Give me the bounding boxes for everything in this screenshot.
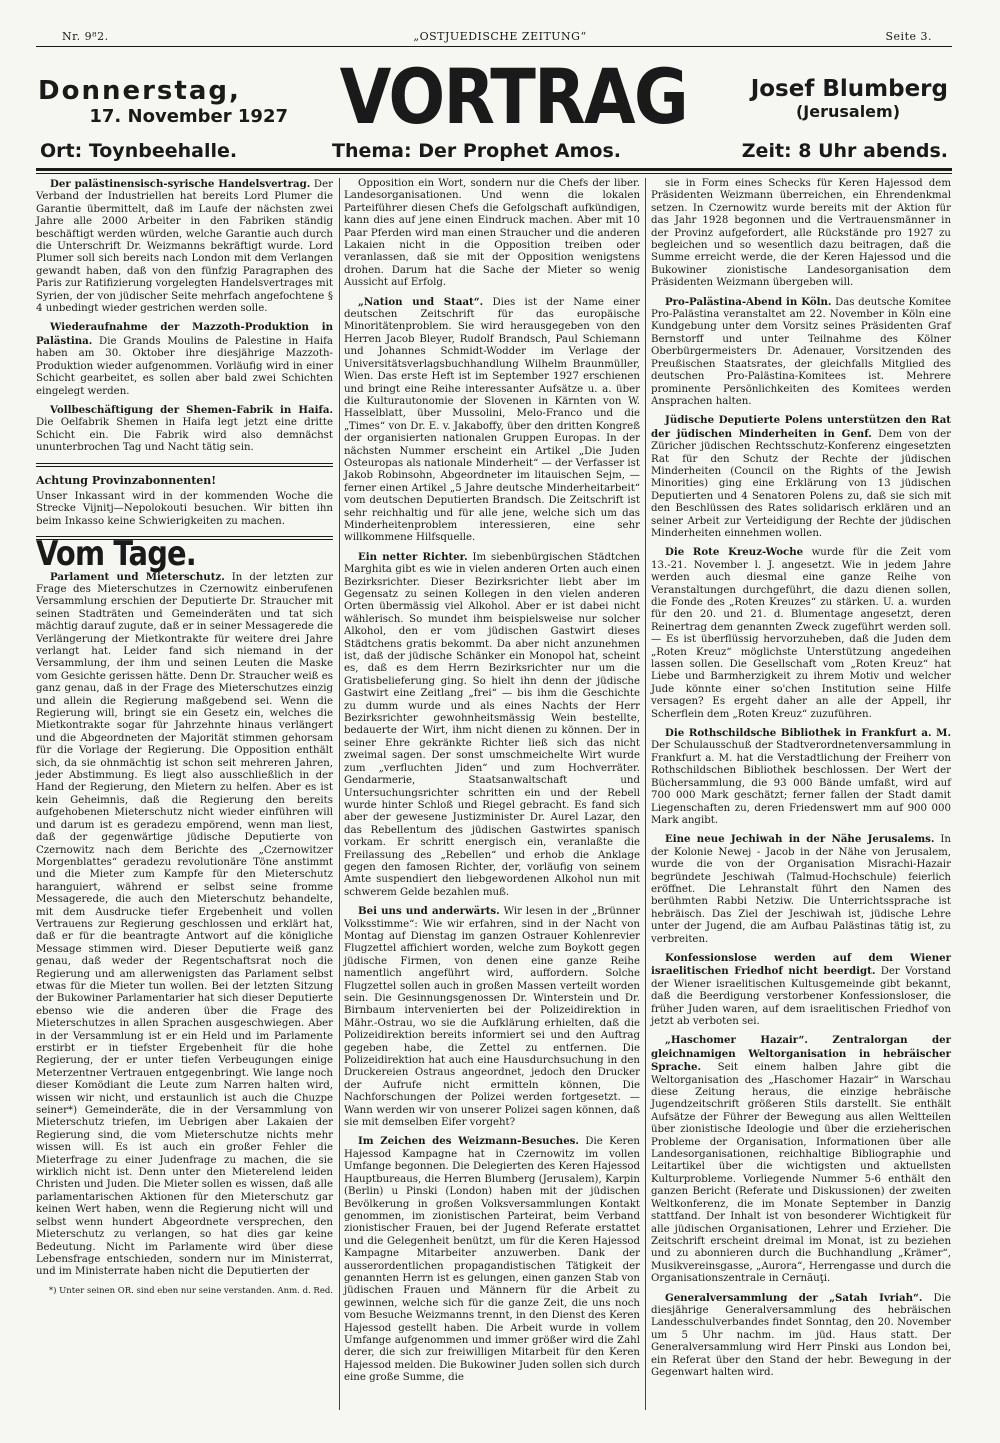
headline: Die Rote Kreuz-Woche	[665, 546, 804, 559]
headline: Ein netter Richter.	[358, 550, 468, 563]
ad-topic: Thema: Der Prophet Amos.	[332, 140, 621, 162]
page-number: Seite 3.	[885, 30, 932, 43]
notice-title: Achtung Provinzabonnenten!	[36, 473, 217, 487]
article-mieterschutz	[36, 571, 333, 1279]
headline: Pro-Palästina-Abend in Köln.	[665, 295, 832, 308]
article-body: Der Schulausschuß der Stadtverordnetenversammlung in Frankfurt a. M. hat die Verstadtlichung der Freiherr von Rothschildschen Bibliothek beschlossen. Der Wert der Büchersammlung, die 93 000 Bände umfaßt, wird auf 700 000 Mark geschätzt; ferner fallen der Stadt damit Liegenschaften zu, deren Friedenswert mm auf 900 000 Mark angibt.	[651, 740, 951, 826]
article-body: Der Verband der Industriellen hat bereits Lord Plumer die Garantie übermittelt, daß im Laufe der nächsten zwei Jahre alle 2000 Arbeiter in den Fabriken ständig beschäftigt werden würden, welche Garantie auch durch die Unterschrift Dr. Weizmanns bekräftigt wurde. Lord Plumer soll sich bereits nach London mit dem Verlangen gewandt haben, daß von den fünfzig Paragraphen des Paris zur Ratifizierung vorgelegten Handelsvertrages mit Syrien, der von jüdischer Seite mehrfach angefochtene § 4 unbedingt wieder gestrichen werden solle.	[36, 179, 333, 315]
article-trade-treaty	[36, 178, 333, 315]
ad-date-block	[38, 76, 288, 127]
article-nation-staat	[344, 296, 640, 545]
headline: „Haschomer Hazair“. Zentralorgan der gleichnamigen Weltorganisation in hebräischer Sprache.	[651, 1034, 951, 1074]
article-body: Die Grands Moulins de Palestine in Haifa haben am 30. Oktober ihre diesjährige Mazzoth-Produktion wieder aufgenommen. Vorläufig wird in einer Schicht gearbeitet, es sollen aber bald zwei Schichten eingelegt werden.	[36, 335, 333, 397]
article-body: Die diesjährige Generalversammlung des hebräischen Landesschulverbandes findet Sonntag, den 20. November um 5 Uhr nachm. im jüd. Haus statt. Der Generalversammlung wird Herr Pinski aus London bei, ein Referat über den Stand der hebr. Bewegung in der Gegenwart halten wird.	[651, 1292, 951, 1378]
article-shemen	[36, 404, 333, 455]
article-rotes-kreuz	[651, 546, 951, 721]
newspaper-name: „OSTJUEDISCHE ZEITUNG“	[413, 30, 587, 43]
column-2	[344, 178, 640, 1391]
headline: Vollbeschäftigung der Shemen-Fabrik in Haifa.	[50, 403, 333, 416]
article-anderwaerts	[344, 905, 640, 1129]
headline: Konfessionslose werden auf dem Wiener israelitischen Friedhof nicht beerdigt.	[651, 951, 951, 978]
article-continuation: Opposition ein Wort, sondern nur die Chefs der liber. Landesorganisationen. Und wenn die lokalen Parteiführer diesen Chefs die Gefolgschaft aufkündigen, kann dies auf jene einen Eindruck machen. Aber mit 10 Paar Pferden wird man einen Straucher und die anderen Lakaien nicht in die Opposition treiben oder veranlassen, daß sie mit der Opposition wenigstens drohen. Darum hat die Sache der Mieter so wenig Aussicht auf Erfolg.	[344, 178, 640, 289]
footnote: *) Unter seinen OR. sind eben nur seine verstanden. Anm. d. Red.	[48, 1285, 333, 1296]
divider	[36, 463, 333, 467]
article-body: Im siebenbürgischen Städtchen Marghita gibt es wie in vielen anderen Orten auch einen Bezirksrichter. Dieser Bezirksrichter liebt aber im Gegensatz zu seinen Kollegen in den vielen anderen Orten übermässig viel Alkohol. Aber er ist dabei nicht wählerisch. So mundet ihm beispielsweise nur solcher Alkohol, den er vom jüdischen Gastwirt dieses Städtchens gratis bekommt. Da aber nicht anzunehmen ist, daß der jüdische Schänker ein Monopol hat, scheint es, daß es dem Herrn Bezirksrichter nur um die Gratisbelieferung ging. So hielt ihn denn der jüdische Gastwirt eine Zeitlang „frei“ — bis ihm die Geschichte zu dumm wurde und als eines Nachts der Herr Bezirksrichter gewohnheitsmässig Wein bestellte, bedauerte der Wirt, ihm nicht dienen zu können. Der in seiner Ehre gekränkte Richter ließ sich das nicht zweimal sagen. Der sonst umschmeichelte Wirt wurde zum „verfluchten Jiden“ und zum Hochverräter. Gendarmerie, Staatsanwaltschaft und Untersuchungsrichter schritten ein und der Rebell wurde hinter Schloß und Riegel gebracht. Es fand sich aber der gewesene Justizminister Dr. Aurel Lazar, den das Rebellentum des jüdischen Gastwirtes spanisch vorkam. Er schritt energisch ein, veranlaßte die Freilassung des „Rebellen“ und erhob die Anklage gegen den famosen Richter, der, vorläufig von seinem Amte suspendiert den liebgewordenen Alkohol nun mit schwerem Gelde bezahlen muß.	[344, 551, 640, 898]
header-rule	[36, 46, 952, 47]
ad-origin: (Jerusalem)	[795, 102, 901, 121]
article-body: Seit einem halben Jahre gibt die Weltorganisation des „Haschomer Hazair“ in Warschau diese Zeitung heraus, die einzige hebräische Jugendzeitschrift größeren Stils darstellt. Sie enthält Aufsätze der Führer der Bewegung aus allen Weltteilen über zionistische Ideologie und über die erzieherischen Probleme der Organisation, Informationen über alle Landesorganisationen, reichhaltige Bibliographie und Leitartikel über die wichtigsten und aktuellsten Kulturprobleme. Vorliegende Nummer 5-6 enthält den ganzen Bericht (Referate und Diskussionen) der zweiten Weltkonferenz, die im Monate September in Danzig stattfand. Der Inhalt ist von besonderer Wichtigkeit für alle jüdischen Organisationen, Lehrer und Erzieher. Die Zeitschrift erscheint dreimal im Monat, ist zu beziehen und zu abonnieren durch die Buchhandlung „Krämer“, Musikvereinsgasse, „Aurora“, Herrengasse und durch die Organisationszentrale in Cernăuţi.	[651, 1062, 951, 1285]
article-deputierte	[651, 414, 951, 540]
column-1	[36, 178, 333, 1297]
article-friedhof	[651, 952, 951, 1028]
ad-speaker: Josef Blumberg	[750, 76, 948, 102]
article-continuation: sie in Form eines Schecks für Keren Hajessod dem Präsidenten Weizmann überreichen, ein Ehrendenkmal setzen. In Czernowitz wurde bereits mit der Aktion für das Jahr 1928 begonnen und die Vertrauensmänner in der Provinz aufgefordert, alle Rückstände pro 1927 zu begleichen und so wesentlich dazu beitragen, daß die Summe erreicht werde, die der Keren Hajessod und die Bukowiner zionistische Landesorganisation dem Präsidenten Weizmann übergeben will.	[651, 178, 951, 289]
headline: Parlament und Mieterschutz.	[50, 570, 225, 583]
ad-day: Donnerstag,	[38, 76, 241, 106]
headline: „Nation und Staat“.	[358, 295, 484, 308]
section-title: Vom Tage.	[36, 534, 196, 575]
article-body: Dem von der Züricher jüdischen Rechtsschutz-Konferenz eingesetzten Rat für den Schutz der Rechte der jüdischen Minderheiten (Council on the Rights of the Jewish Minorities) ging eine Erklärung von 13 jüdischen Deputierten und 4 Senatoren Polens zu, daß sie sich mit den Beschlüssen des Rates solidarisch erklären und an seiner Arbeit zur Verteidigung der Rechte der jüdischen Minderheiten einnehmen wollen.	[651, 428, 951, 539]
ad-time: Zeit: 8 Uhr abends.	[741, 140, 948, 162]
article-body: Wir lesen in der „Brünner Volksstimme“: Wie wir erfahren, sind in der Nacht von Montag auf Dienstag im ganzen Ostrauer Kohlenrevier Flugzettel affichiert worden, welche zum Boykott gegen jüdische Firmen, von denen eine ganze Reihe namentlich angeführt wird, auffordern. Solche Flugzettel sollen auch in großen Massen verteilt worden sein. Die Gesinnungsgenossen Dr. Winterstein und Dr. Birnbaum intervenierten bei der Polizeidirektion in Mähr.-Ostrau, wo sie die Aufklärung erhielten, daß die Polizeidirektion bereits informiert sei und den Auftrag gegeben habe, die Zettel zu entfernen. Die Polizeidirektion hat auch eine Hausdurchsuchung in den Druckereien Ostraus angeordnet, jedoch den Drucker der Aufrufe nicht ermitteln können, Die Nachforschungen der Polizei werden fortgesetzt. — Wann werden wir von unserer Polizei sagen können, daß sie mit demselben Eifer vorgeht?	[344, 906, 641, 1129]
article-body: In der Kolonie Newej - Jacob in der Nähe von Jerusalem, wurde die von der Organisation Misrachi-Hazair begründete Jeschiwah (Talmud-Hochschule) feierlich eröffnet. Die Lehranstalt führt den Namen des berühmten Rabbi Netziw. Die Unterrichtssprache ist hebräisch. Das Ziel der Jeschiwah ist, jüdische Lehre unter der Jugend, die am Aufbau Palästinas tätig ist, zu verbreiten.	[651, 834, 951, 945]
headline: Die Rothschildsche Bibliothek in Frankfurt a. M.	[665, 727, 951, 740]
headline: Wiederaufnahme der Mazzoth-Produktion in Palästina.	[36, 321, 333, 347]
article-bibliothek	[651, 727, 951, 827]
article-body: Dies ist der Name einer deutschen Zeitschrift für das europäische Minoritätenproblem. Sie wird herausgegeben von den Herren Jacob Bleyer, Rudolf Brandsch, Paul Schiemann und Johannes Schmidt-Wodder im Verlage der Universitätsverlagsbuchhandlung Wilhelm Braunmüller, Wien. Das erste Heft ist im September 1927 erschienen und bringt eine Reihe interessanter Aufsätze u. a. über die Kulturautonomie der Slovenen in Kärnten von W. Hasselblatt, über Mussolini, Melo-Franco und die „Times“ von Dr. E. v. Jakaboffy, über den dritten Kongreß der organisierten nationalen Gruppen Europas. In der nächsten Nummer erscheint ein Artikel „Die Juden Osteuropas als nationale Minderheit“ — der Verfasser ist Jakob Robinsohn, Abgeordneter im litauischen Sejm, — ferner einen Artikel „5 Jahre deutsche Minderheitarbeit“ vom deutschen Deputierten Brandsch. Die Zeitschrift ist sehr reichhaltig und für alle jene, welche sich um das Minderheitenproblem interessieren, eine sehr willkommene Hilfsquelle.	[344, 296, 640, 544]
article-koeln	[651, 296, 951, 409]
headline: Im Zeichen des Weizmann-Besuches.	[358, 1135, 579, 1148]
article-mazzoth	[36, 321, 333, 397]
ad-title: VORTRAG	[339, 52, 687, 141]
article-haschomer	[651, 1034, 951, 1285]
headline: Jüdische Deputierte Polens unterstützen den Rat der jüdischen Minderheiten in Genf.	[651, 414, 951, 440]
article-generalversammlung	[651, 1292, 951, 1380]
column-divider-2	[645, 178, 646, 1410]
issue-number: Nr. 9⁸2.	[62, 30, 109, 43]
article-body: In der letzten zur Frage des Mieterschutzes in Czernowitz einberufenen Versammlung erschien der Deputierte Dr. Straucher mit seinen Stadträten und Gemeinderäten und tat sich mächtig darauf zugute, daß er in seiner Messagerede die Verlängerung der Mietkontrakte für weitere drei Jahre verlangt hat. Leider fand sich niemand in der Versammlung, der ihm und seinen Leuten die Maske vom Gesichte gerissen hätte. Denn Dr. Straucher weiß es ganz genau, daß in der Frage des Mieterschutzes einzig und allein die Regierung maßgebend sei. Wenn die Regierung will, bringt sie ein Gesetz ein, welches die Mietkontrakte sogar für Jahrzehnte hinaus verlängert und die Abgeordneten der Majorität stimmen gehorsam für die Vorlage der Regierung. Die Opposition enthält sich, da sie ohnmächtig ist schon seit mehreren Jahren, jeder Abstimmung. Es liegt also ausschließlich in der Hand der Regierung, den Mietern zu helfen. Aber es ist kein Geheimnis, daß die Regierung den bereits aufgehobenen Mieterschutz nicht wieder einführen will und darum ist es geradezu empörend, wenn man liest, daß der gegenwärtige jüdische Deputierte von Czernowitz nach dem Berichte des „Czernowitzer Morgenblattes“ geradezu revolutionäre Töne anstimmt und die Mieter zum Kampfe für den Mieterschutz haranguiert, während er selbst seine fromme Messagerede, die auch den Mieterschutz behandelte, mit dem Ausdrucke tiefer Ergebenheit und vollen Vertrauens zur Regierung geschlossen und erklärt hat, daß er für die beantragte Antwort auf die königliche Message stimmen wird. Dieser Deputierte weiß ganz genau, daß weder der Regentschaftsrat noch die Regierung und am allerwenigsten das Parlament selbst etwas für die Mieter tun wollen. Bei der letzten Sitzung der Bukowiner Parlamentarier hat sich dieser Deputierte ebenso wie die anderen über die Frage des Mieterschutzes in allen Sprachen ausgeschwiegen. Aber in der Versammlung ist er ein Held und im Parlamente erstirbt er in tiefster Ergebenheit für die hohe Regierung, der er unter tiefen Verbeugungen einige Meterzentner Vertrauen entgegenbringt. Wie lange noch dieser Komödiant die Leute zum Narren halten wird, wissen wir nicht, und erstaunlich ist auch die Chuzpe seiner*) Gemeinderäte, die in der Versammlung von Mieterschutz triefen, im Uebrigen aber Lakaien der Regierung sind, die vom Mieterschutze nichts mehr wissen will. Es ist auch ein großer Fehler die Mieterfrage zu einer Judenfrage zu machen, die sie wirklich nicht ist. Denn unter den Mieterelend leiden Christen und Juden. Die Mieter sollen es wissen, daß alle parlamentarischen Aktionen für den Mieterschutz gar keinen Wert haben, wenn die Regierung nicht will und selbst wenn hundert Abgeordnete versprechen, den Mieterschutz zu verlangen, so hat dies gar keine Bedeutung. Nicht im Parlamente wird über diese Lebensfrage entschieden, sondern nur im Ministerrat, und im Ministerrate haben nicht die Deputierten der	[36, 571, 333, 1278]
headline: Generalversammlung der „Satah Ivriah“.	[665, 1291, 923, 1304]
article-body: Die Oelfabrik Shemen in Haifa legt jetzt eine dritte Schicht ein. Die Fabrik wird also demnächst ununterbrochen Tag und Nacht tätig sein.	[36, 417, 333, 454]
column-divider-1	[339, 178, 340, 1410]
article-body: wurde für die Zeit vom 13.-21. November l. J. angesetzt. Wie in jedem Jahre werden auch diesmal eine ganze Reihe von Veranstaltungen durchgeführt, die dazu dienen sollen, die Fonde des „Roten Kreuzes“ zu stärken. U. a. wurden für den 20. und 21. d. Blumentage angesetzt, deren Reinertrag dem genannten Zweck zugeführt werden soll. — Es ist überflüssig hervorzuheben, daß die Juden dem „Roten Kreuz“ möglichste Unterstützung angedeihen lassen sollen. Die Gesellschaft vom „Roten Kreuz“ hat Liebe und Barmherzigkeit zu ihrem Motiv und welcher Jude könnte einer so'chen Institution seine Hilfe versagen? Es ergeht daher an alle der Appell, ihr Scherflein dem „Roten Kreuz“ zuzuführen.	[651, 547, 951, 720]
article-jechiwah	[651, 833, 951, 946]
column-3	[651, 178, 951, 1385]
article-weizmann	[344, 1135, 640, 1384]
headline: Bei uns und anderwärts.	[358, 905, 500, 918]
ad-bottom-rule	[36, 168, 952, 171]
ad-date: 17. November 1927	[89, 106, 288, 127]
ad-place: Ort: Toynbeehalle.	[40, 140, 238, 162]
article-body: Der Vorstand der Wiener israelitischen Kultusgemeinde gibt bekannt, daß die Beerdigung verstorbener Konfessionsloser, die früher Juden waren, auf dem israelitischen Friedhof von jetzt ab verboten sei.	[651, 966, 951, 1027]
headline: Eine neue Jechiwah in der Nähe Jerusalems.	[665, 833, 935, 846]
ad-speaker-block	[688, 76, 948, 121]
notice-body: Unser Inkassant wird in der kommenden Woche die Strecke Vijnitj—Nepolokouti besuchen. Wir bitten ihn beim Inkasso keine Schwierigkeiten zu machen.	[36, 490, 333, 527]
article-body: Die Keren Hajessod Kampagne hat in Czernowitz im vollen Umfange begonnen. Die Delegierten des Keren Hajessod Hauptbureaus, die Herren Blumberg (Jerusalem), Karpin (Berlin) u Pinski (London) haben mit der jüdischen Bevölkerung in großen Volksversammlungen Kontakt genommen, im zionistischen Parteirat, beim Verband zionistischer Frauen, bei der Jugend Referate erstattet und die Gelegenheit benützt, um für die Keren Hajessod Kampagne Mitarbeiter anzuwerben. Dank der ausserordentlichen propagandistischen Tätigkeit der genannten Herrn ist es gelungen, einen ganzen Stab von jüdischen Frauen und Männern für die Arbeit zu gewinnen, welche sich für die ganze Zeit, die uns noch vom Besuche Weizmanns trennt, in den Dienst des Keren Hajessod gestellt haben. Die Arbeit wurde in vollem Umfange aufgenommen und immer größer wird die Zahl derer, die sich zur freiwilligen Mitarbeit für den Keren Hajessod melden. Die Bukowiner Juden sollen sich durch eine große Summe, die	[344, 1136, 640, 1384]
article-body: Das deutsche Komitee Pro-Palästina veranstaltet am 22. November in Köln eine Kundgebung unter dem Vorsitz seines Präsidenten Graf Bernstorff und unter Teilnahme des Kölner Oberbürgermeisters Dr. Adenauer, Vorsitzenden des Preußischen Staatsrates, der gleichfalls Mitglied des deutschen Pro-Palästina-Komitees ist. Mehrere prominente Persönlichkeiten des Komitees werden Ansprachen halten.	[651, 296, 952, 407]
ad-bottom-rule-thin	[36, 173, 952, 174]
headline: Der palästinensisch-syrische Handelsvertrag.	[50, 178, 311, 190]
article-richter	[344, 551, 640, 899]
